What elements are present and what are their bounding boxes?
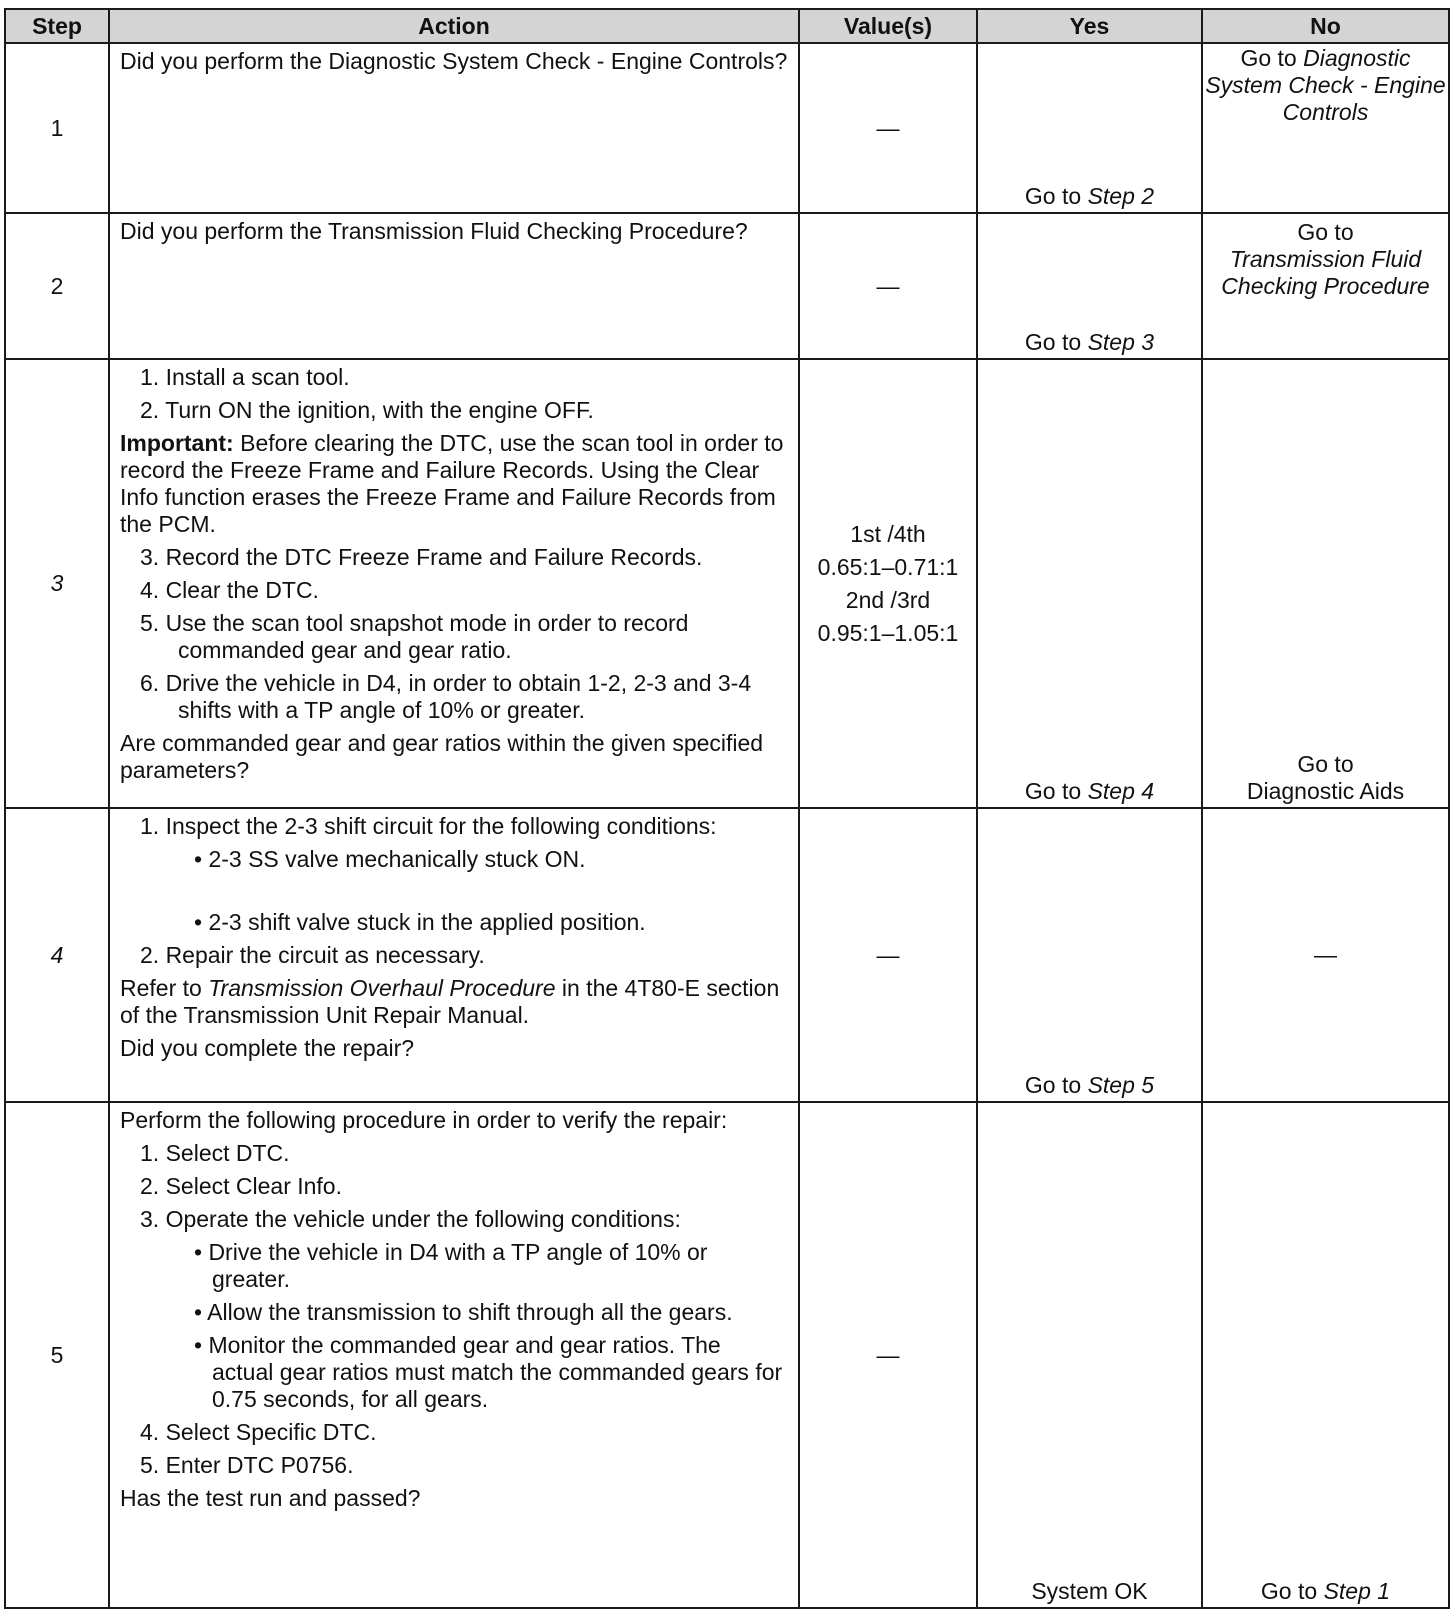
yes-prefix: Go to (1024, 1072, 1088, 1098)
question-text: Did you complete the repair? (120, 1035, 415, 1061)
list-item: 2. Select Clear Info. (140, 1173, 342, 1199)
yes-link[interactable]: Step 3 (1087, 329, 1155, 355)
no-link[interactable]: Step 1 (1323, 1578, 1391, 1604)
list-item: 5. Enter DTC P0756. (140, 1452, 354, 1478)
question-text: Are commanded gear and gear ratios within the given specified parameters? (120, 730, 764, 783)
value-cell (799, 359, 977, 808)
no-cell (1202, 808, 1449, 1102)
important-text: Before clearing the DTC, use the scan tool in order to record the Freeze Frame and Failure Records. Using the Clear Info function erases the Freeze Frame and Failure Records from the PCM. (120, 430, 784, 537)
no-value: — (1314, 941, 1337, 968)
bullet-item: • 2-3 shift valve stuck in the applied position. (194, 909, 646, 935)
list-item: 6. Drive the vehicle in D4, in order to obtain 1-2, 2-3 and 3-4 shifts with a TP angle of 10% or greater. (140, 670, 752, 723)
list-item: 3. Operate the vehicle under the following conditions: (140, 1206, 681, 1232)
important-label: Important: (120, 430, 234, 456)
diagnostic-table (4, 8, 1450, 1609)
list-item: 2. Repair the circuit as necessary. (140, 942, 485, 968)
header-row (5, 9, 1449, 43)
yes-link[interactable]: Step 4 (1087, 778, 1155, 804)
action-cell (109, 359, 799, 808)
bullet-item: • Drive the vehicle in D4 with a TP angle of 10% or greater. (194, 1239, 708, 1292)
value-line: 1st /4th (850, 520, 926, 547)
yes-cell (977, 359, 1202, 808)
step-number: 1 (5, 43, 109, 213)
yes-prefix: Go to (1024, 183, 1088, 209)
step-number: 5 (5, 1102, 109, 1608)
table-row (5, 359, 1449, 808)
action-cell (109, 808, 799, 1102)
yes-cell (977, 1102, 1202, 1608)
no-prefix: Go to (1240, 45, 1304, 71)
value-cell: — (799, 808, 977, 1102)
question-text: Has the test run and passed? (120, 1485, 421, 1511)
bullet-item: • Allow the transmission to shift through all the gears. (194, 1299, 733, 1325)
step-number: 3 (5, 359, 109, 808)
header-values: Value(s) (799, 9, 977, 43)
value-line: 0.95:1–1.05:1 (817, 619, 959, 646)
list-item: 4. Clear the DTC. (140, 577, 319, 603)
list-item: 5. Use the scan tool snapshot mode in order to record commanded gear and gear ratio. (140, 610, 689, 663)
action-cell (109, 43, 799, 213)
no-cell (1202, 359, 1449, 808)
refer-suffix: in the 4T80-E section of the Transmission Unit Repair Manual. (120, 975, 780, 1028)
refer-link[interactable]: Transmission Overhaul Procedure (208, 975, 556, 1001)
table-row (5, 43, 1449, 213)
yes-cell (977, 43, 1202, 213)
action-cell (109, 1102, 799, 1608)
yes-link[interactable]: Step 2 (1087, 183, 1155, 209)
value-line: 0.65:1–0.71:1 (817, 553, 959, 580)
refer-note (120, 975, 788, 1029)
table-row (5, 1102, 1449, 1608)
no-prefix: Go to (1260, 1578, 1324, 1604)
yes-prefix: Go to (1024, 329, 1088, 355)
no-cell (1202, 213, 1449, 359)
value-cell: — (799, 43, 977, 213)
no-cell (1202, 43, 1449, 213)
intro-text: Perform the following procedure in order to verify the repair: (120, 1107, 728, 1133)
header-step: Step (5, 9, 109, 43)
no-link[interactable]: Diagnostic Aids (1246, 778, 1405, 804)
step-number: 4 (5, 808, 109, 1102)
list-item: 1. Inspect the 2-3 shift circuit for the following conditions: (140, 813, 717, 839)
yes-prefix: Go to (1024, 778, 1088, 804)
no-prefix: Go to (1297, 219, 1354, 245)
important-note (120, 430, 788, 538)
list-item: 3. Record the DTC Freeze Frame and Failure Records. (140, 544, 703, 570)
value-line: 2nd /3rd (845, 586, 931, 613)
bullet-item: • 2-3 SS valve mechanically stuck ON. (194, 846, 586, 872)
step-number: 2 (5, 213, 109, 359)
table-row (5, 808, 1449, 1102)
no-cell (1202, 1102, 1449, 1608)
yes-value: System OK (1031, 1578, 1148, 1604)
yes-cell (977, 808, 1202, 1102)
list-item: 4. Select Specific DTC. (140, 1419, 377, 1445)
list-item: 2. Turn ON the ignition, with the engine OFF. (140, 397, 594, 423)
value-cell: — (799, 1102, 977, 1608)
list-item: 1. Install a scan tool. (140, 364, 350, 390)
table-row (5, 213, 1449, 359)
yes-cell (977, 213, 1202, 359)
header-action: Action (109, 9, 799, 43)
refer-prefix: Refer to (120, 975, 209, 1001)
header-yes: Yes (977, 9, 1202, 43)
no-line: Go to (1297, 751, 1354, 777)
action-cell (109, 213, 799, 359)
no-link[interactable]: Diagnostic System Check - Engine Controls (1205, 45, 1446, 125)
yes-link[interactable]: Step 5 (1087, 1072, 1155, 1098)
question-text: Did you perform the Transmission Fluid Checking Procedure? (120, 218, 748, 244)
no-link[interactable]: Transmission Fluid Checking Procedure (1221, 246, 1430, 299)
question-text: Did you perform the Diagnostic System Check - Engine Controls? (120, 48, 788, 74)
value-cell: — (799, 213, 977, 359)
header-no: No (1202, 9, 1449, 43)
list-item: 1. Select DTC. (140, 1140, 290, 1166)
bullet-item: • Monitor the commanded gear and gear ratios. The actual gear ratios must match the commanded gears for 0.75 seconds, for all gears. (194, 1332, 783, 1412)
